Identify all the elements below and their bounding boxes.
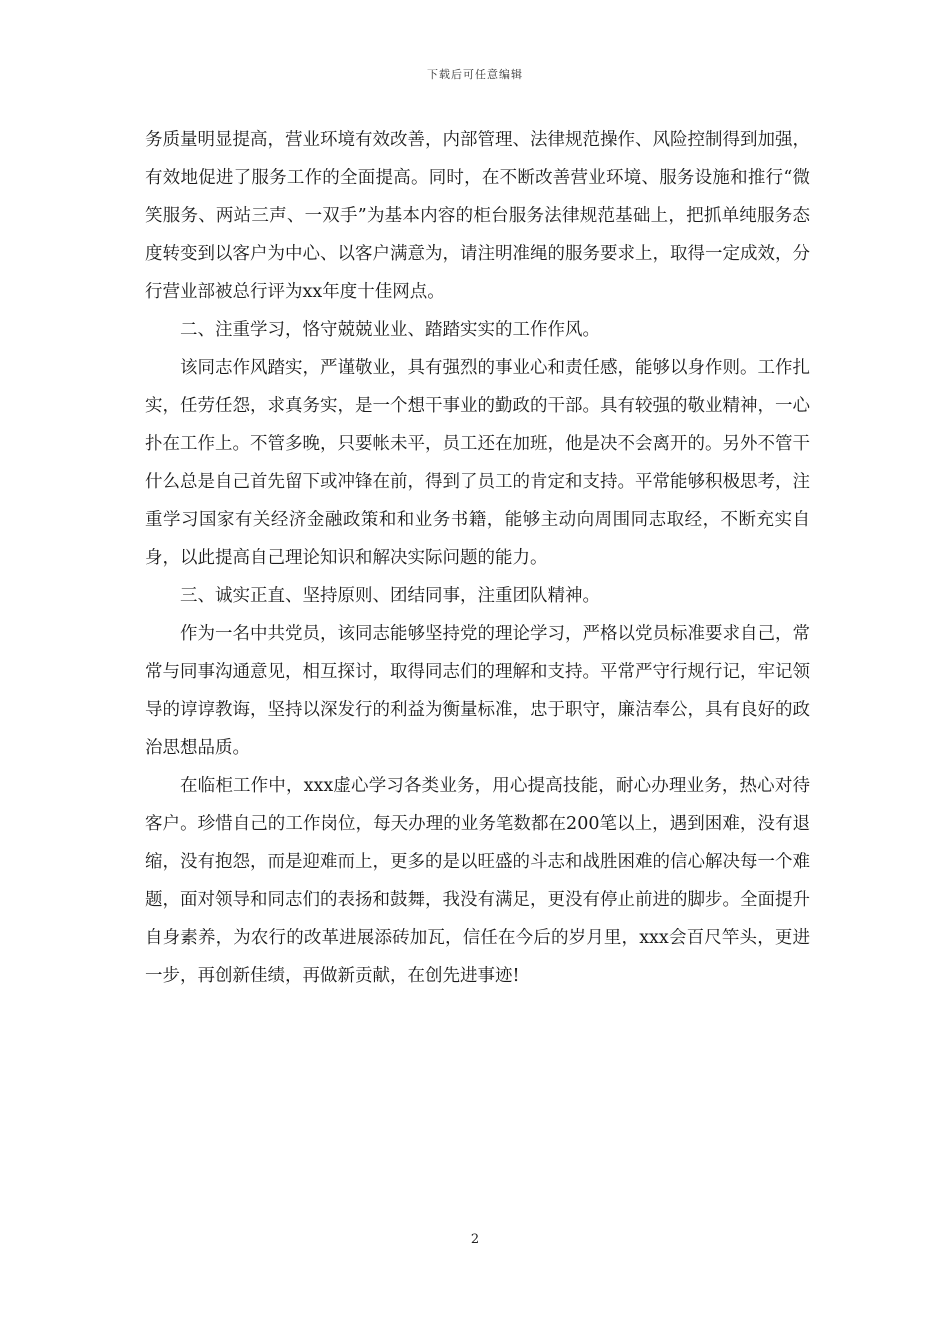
section-heading-3: 三、诚实正直、坚持原则、团结同事，注重团队精神。 <box>180 586 600 606</box>
paragraph-continuation: 务质量明显提高，营业环境有效改善，内部管理、法律规范操作、风险控制得到加强，有效地促进了服务工作的全面提高。同时，在不断改善营业环境、服务设施和推行“微笑服务、两站三声、一双手”为基本内容的柜台服务法律规范基础上，把抓单纯服务态度转变到以客户为中心、以客户满意为，请注明准绳的服务要求上，取得一定成效，分行营业部被总行评为xx年度十佳网点。 <box>145 130 810 302</box>
document-body <box>145 121 810 995</box>
section-heading-2: 二、注重学习，恪守兢兢业业、踏踏实实的工作作风。 <box>180 320 600 340</box>
paragraph-work-style: 该同志作风踏实，严谨敬业，具有强烈的事业心和责任感，能够以身作则。工作扎实，任劳任怨，求真务实，是一个想干事业的勤政的干部。具有较强的敬业精神，一心扑在工作上。不管多晚，只要帐未平，员工还在加班，他是决不会离开的。另外不管干什么总是自己首先留下或冲锋在前，得到了员工的肯定和支持。平常能够积极思考，注重学习国家有关经济金融政策和和业务书籍，能够主动向周围同志取经，不断充实自身，以此提高自己理论知识和解决实际问题的能力。 <box>145 358 810 568</box>
page-header: 下载后可任意编辑 <box>427 68 523 81</box>
paragraph-party-member: 作为一名中共党员，该同志能够坚持党的理论学习，严格以党员标准要求自己，常常与同事沟通意见，相互探讨，取得同志们的理解和支持。平常严守行规行记，牢记领导的谆谆教诲，坚持以深发行的利益为衡量标准，忠于职守，廉洁奉公，具有良好的政治思想品质。 <box>145 624 810 758</box>
paragraph-counter-work: 在临柜工作中，xxx虚心学习各类业务，用心提高技能，耐心办理业务，热心对待客户。珍惜自己的工作岗位，每天办理的业务笔数都在200笔以上，遇到困难，没有退缩，没有抱怨，而是迎难而上，更多的是以旺盛的斗志和战胜困难的信心解决每一个难题，面对领导和同志们的表扬和鼓舞，我没有满足，更没有停止前进的脚步。全面提升自身素养，为农行的改革进展添砖加瓦，信任在今后的岁月里，xxx会百尺竿头，更进一步，再创新佳绩，再做新贡献，在创先进事迹! <box>145 776 810 986</box>
page-number: 2 <box>470 1232 480 1247</box>
